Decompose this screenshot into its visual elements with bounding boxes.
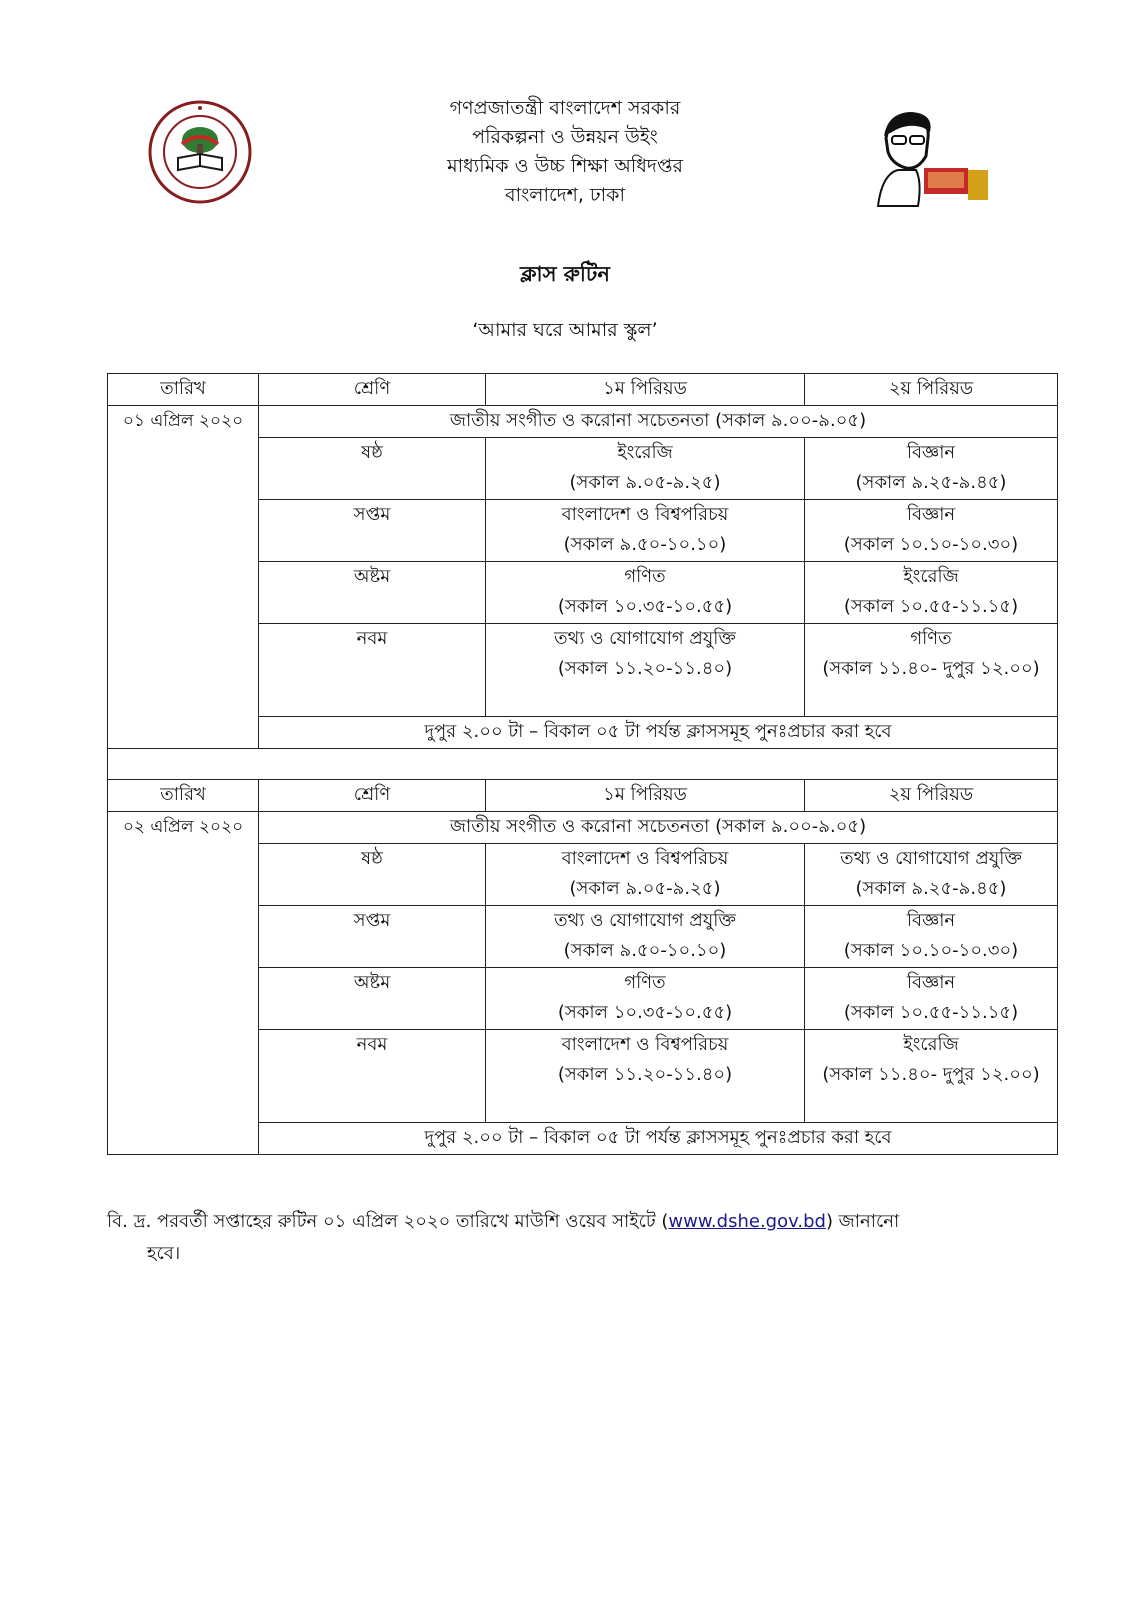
subject: তথ্য ও যোগাযোগ প্রযুক্তি	[554, 628, 736, 649]
footnote-line-1	[107, 1206, 987, 1238]
class-name: ষষ্ঠ	[259, 844, 486, 906]
period-2-cell	[805, 438, 1058, 500]
time-slot: (সকাল ১১.২০-১১.৪০)	[557, 658, 733, 679]
time-slot: (সকাল ১০.৩৫-১০.৫৫)	[557, 596, 733, 617]
period-1-cell	[486, 1030, 805, 1123]
spacer-row	[108, 749, 1058, 780]
time-slot: (সকাল ১০.১০-১০.৩০)	[843, 534, 1019, 555]
header-date: তারিখ	[108, 374, 259, 406]
header-line-government: গণপ্রজাতন্ত্রী বাংলাদেশ সরকার	[449, 97, 681, 119]
class-name: নবম	[259, 1030, 486, 1123]
period-1-cell	[486, 562, 805, 624]
table-header-row	[108, 780, 1058, 812]
dshe-website-link[interactable]: www.dshe.gov.bd	[668, 1211, 826, 1232]
subject: গণিত	[624, 566, 666, 587]
class-routine-table	[107, 373, 1058, 1155]
class-name: নবম	[259, 624, 486, 717]
subject: বিজ্ঞান	[906, 972, 956, 993]
time-slot: (সকাল ৯.২৫-৯.৪৫)	[855, 472, 1007, 493]
subject: বিজ্ঞান	[906, 504, 956, 525]
subject: ইংরেজি	[617, 442, 673, 463]
footnote-text: বি. দ্র. পরবর্তী সপ্তাহের রুটিন ০১ এপ্রিল ২০২০ তারিখে মাউশি ওয়েব সাইটে (	[107, 1211, 669, 1232]
anthem-row	[108, 812, 1058, 844]
period-2-cell	[805, 968, 1058, 1030]
time-slot: (সকাল ৯.৫০-১০.১০)	[563, 940, 727, 961]
period-1-cell	[486, 500, 805, 562]
table-header-row	[108, 374, 1058, 406]
subject: বাংলাদেশ ও বিশ্বপরিচয়	[561, 1034, 729, 1055]
subject: বাংলাদেশ ও বিশ্বপরিচয়	[561, 504, 729, 525]
period-2-cell	[805, 844, 1058, 906]
rebroadcast-text: দুপুর ২.০০ টা – বিকাল ০৫ টা পর্যন্ত ক্লাসসমূহ পুনঃপ্রচার করা হবে	[259, 717, 1058, 749]
header-period-1: ১ম পিরিয়ড	[486, 374, 805, 406]
date-cell: ০২ এপ্রিল ২০২০	[108, 812, 259, 1155]
mujib-100-logo	[868, 108, 990, 208]
footnote	[107, 1206, 987, 1270]
class-name: সপ্তম	[259, 906, 486, 968]
subject: গণিত	[910, 628, 952, 649]
class-name: ষষ্ঠ	[259, 438, 486, 500]
subject: তথ্য ও যোগাযোগ প্রযুক্তি	[840, 848, 1022, 869]
anthem-text: জাতীয় সংগীত ও করোনা সচেতনতা (সকাল ৯.০০-৯.০৫)	[259, 812, 1058, 844]
class-name: সপ্তম	[259, 500, 486, 562]
time-slot: (সকাল ১০.১০-১০.৩০)	[843, 940, 1019, 961]
subject: তথ্য ও যোগাযোগ প্রযুক্তি	[554, 910, 736, 931]
period-1-cell	[486, 438, 805, 500]
subject: বাংলাদেশ ও বিশ্বপরিচয়	[561, 848, 729, 869]
time-slot: (সকাল ৯.০৫-৯.২৫)	[569, 878, 721, 899]
subject: ইংরেজি	[903, 1034, 959, 1055]
subject: ইংরেজি	[903, 566, 959, 587]
time-slot: (সকাল ১১.৪০- দুপুর ১২.০০)	[822, 1064, 1040, 1085]
header-line-directorate: মাধ্যমিক ও উচ্চ শিক্ষা অধিদপ্তর	[447, 155, 683, 177]
period-2-cell	[805, 624, 1058, 717]
education-seal-logo	[148, 100, 252, 204]
subject: বিজ্ঞান	[906, 442, 956, 463]
page-subtitle: ‘আমার ঘরে আমার স্কুল’	[472, 319, 658, 341]
footnote-line-2: হবে।	[147, 1243, 181, 1264]
anthem-text: জাতীয় সংগীত ও করোনা সচেতনতা (সকাল ৯.০০-৯.০৫)	[259, 406, 1058, 438]
class-name: অষ্টম	[259, 562, 486, 624]
time-slot: (সকাল ১০.৫৫-১১.১৫)	[843, 596, 1019, 617]
time-slot: (সকাল ১১.৪০- দুপুর ১২.০০)	[822, 658, 1040, 679]
rebroadcast-text: দুপুর ২.০০ টা – বিকাল ০৫ টা পর্যন্ত ক্লাসসমূহ পুনঃপ্রচার করা হবে	[259, 1123, 1058, 1155]
period-1-cell	[486, 968, 805, 1030]
period-2-cell	[805, 1030, 1058, 1123]
time-slot: (সকাল ১১.২০-১১.৪০)	[557, 1064, 733, 1085]
time-slot: (সকাল ১০.৫৫-১১.১৫)	[843, 1002, 1019, 1023]
subject: বিজ্ঞান	[906, 910, 956, 931]
period-2-cell	[805, 562, 1058, 624]
time-slot: (সকাল ৯.৫০-১০.১০)	[563, 534, 727, 555]
header-date: তারিখ	[108, 780, 259, 812]
time-slot: (সকাল ১০.৩৫-১০.৫৫)	[557, 1002, 733, 1023]
header-line-wing: পরিকল্পনা ও উন্নয়ন উইং	[472, 126, 658, 148]
spacer-cell	[108, 749, 1058, 780]
period-1-cell	[486, 906, 805, 968]
page-title: ক্লাস রুটিন	[520, 262, 610, 286]
document-header	[0, 88, 1130, 238]
period-2-cell	[805, 500, 1058, 562]
header-class: শ্রেণি	[259, 780, 486, 812]
period-2-cell	[805, 906, 1058, 968]
time-slot: (সকাল ৯.২৫-৯.৪৫)	[855, 878, 1007, 899]
header-line-location: বাংলাদেশ, ঢাকা	[505, 184, 625, 206]
period-1-cell	[486, 624, 805, 717]
organization-name	[365, 94, 765, 210]
class-name: অষ্টম	[259, 968, 486, 1030]
subject: গণিত	[624, 972, 666, 993]
period-1-cell	[486, 844, 805, 906]
header-period-1: ১ম পিরিয়ড	[486, 780, 805, 812]
header-class: শ্রেণি	[259, 374, 486, 406]
anthem-row	[108, 406, 1058, 438]
time-slot: (সকাল ৯.০৫-৯.২৫)	[569, 472, 721, 493]
footnote-text-end: ) জানানো	[825, 1211, 900, 1232]
date-cell: ০১ এপ্রিল ২০২০	[108, 406, 259, 749]
header-period-2: ২য় পিরিয়ড	[805, 780, 1058, 812]
header-period-2: ২য় পিরিয়ড	[805, 374, 1058, 406]
